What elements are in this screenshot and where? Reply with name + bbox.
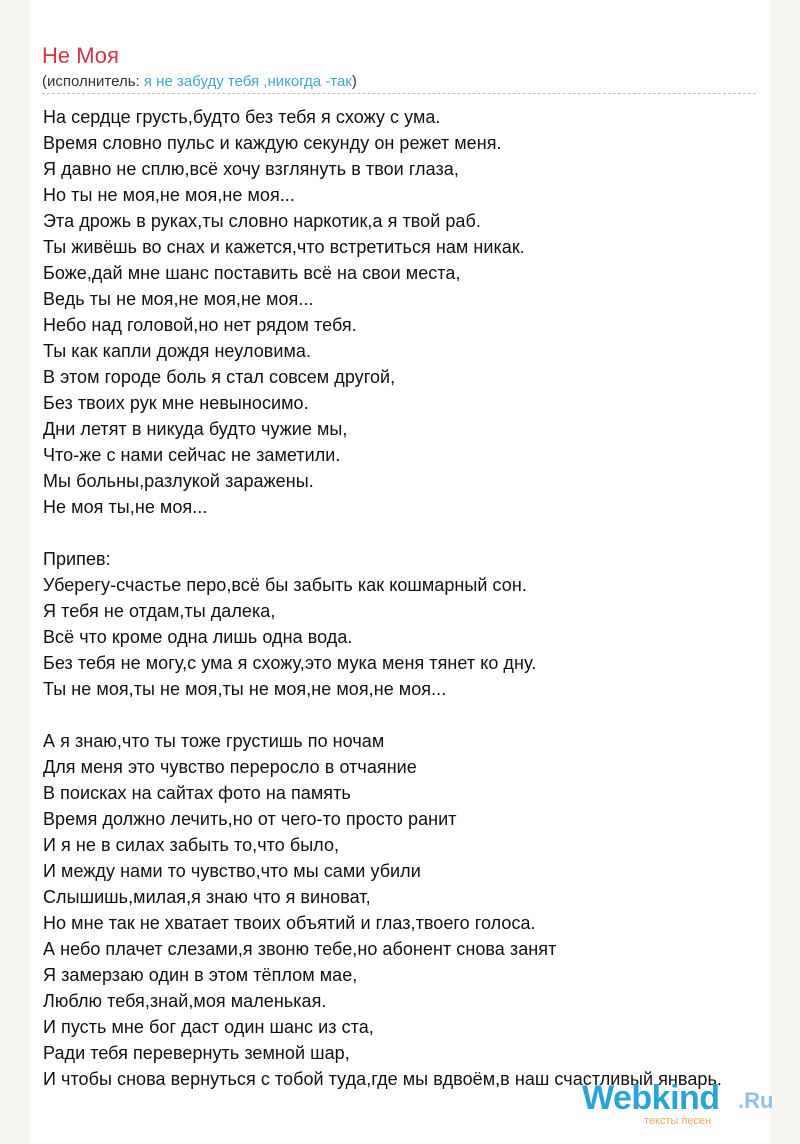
site-logo xyxy=(582,1078,782,1128)
artist-suffix: ) xyxy=(351,73,357,90)
artist-link[interactable]: я не забуду тебя ,никогда -так xyxy=(143,73,352,90)
artist-line xyxy=(42,72,357,92)
logo-tagline: тексты песен xyxy=(644,1115,712,1127)
logo-name: Webkind xyxy=(582,1079,720,1117)
logo-tld: .Ru xyxy=(738,1088,774,1113)
lyrics-text: На сердце грусть,будто без тебя я схожу с ума. Время словно пульс и каждую секунду он режет меня. Я давно не сплю,всё хочу взглянуть в твои глаза, Но ты не моя,не моя,не моя... Эта дрожь в руках,ты словно наркотик,а я твой раб. Ты живёшь во снах и кажется,что встретиться нам никак. Боже,дай мне шанс поставить всё на свои места, Ведь ты не моя,не моя,не моя... Небо над головой,но нет рядом тебя. Ты как капли дождя неуловима. В этом городе боль я стал совсем другой, Без твоих рук мне невыносимо. Дни летят в никуда будто чужие мы, Что-же с нами сейчас не заметили. Мы больны,разлукой заражены. Не моя ты,не моя... Припев: Уберегу-счастье перо,всё бы забыть как кошмарный сон. Я тебя не отдам,ты далека, Всё что кроме одна лишь одна вода. Без тебя не могу,с ума я схожу,это мука меня тянет ко дну. Ты не моя,ты не моя,ты не моя,не моя,не моя... А я знаю,что ты тоже грустишь по ночам Для меня это чувство переросло в отчаяние В поисках на сайтах фото на память Время должно лечить,но от чего-то просто ранит И я не в силах забыть то,что было, И между нами то чувство,что мы сами убили Слышишь,милая,я знаю что я виноват, Но мне так не хватает твоих объятий и глаз,твоего голоса. А небо плачет слезами,я звоню тебе,но абонент снова занят Я замерзаю один в этом тёплом мае, Люблю тебя,знай,моя маленькая. И пусть мне бог даст один шанс из ста, Ради тебя перевернуть земной шар, И чтобы снова вернуться с тобой туда,где мы вдвоём,в наш счастливый январь. xyxy=(43,107,722,1089)
header-divider xyxy=(42,93,756,94)
song-title: Не Моя xyxy=(42,43,119,68)
artist-prefix: (исполнитель: xyxy=(42,73,144,90)
